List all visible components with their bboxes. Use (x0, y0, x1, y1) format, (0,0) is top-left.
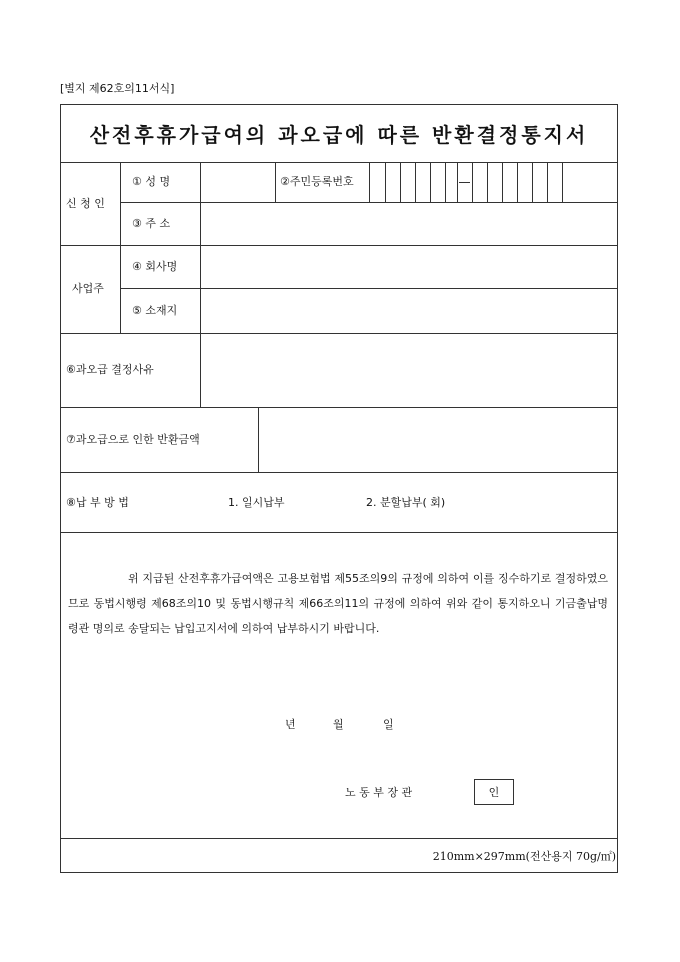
rrn-digit-box[interactable] (502, 162, 503, 202)
employer-group-label: 사업주 (72, 282, 104, 295)
company-label: ④ 회사명 (132, 260, 178, 273)
signer-title: 노 동 부 장 관 (345, 786, 413, 799)
rrn-label: ②주민등록번호 (280, 175, 354, 188)
row-divider (60, 407, 618, 408)
row-divider (120, 288, 618, 289)
rrn-digit-box[interactable] (487, 162, 488, 202)
document-title: 산전후휴가급여의 과오급에 따른 반환결정통지서 (89, 122, 589, 147)
row-divider (60, 838, 618, 839)
name-label: ① 성 명 (132, 175, 171, 188)
payment-option-installment[interactable]: 2. 분할납부( 회) (366, 496, 446, 509)
rrn-dash (459, 182, 470, 183)
payment-option-lump-sum[interactable]: 1. 일시납부 (228, 496, 285, 509)
rrn-digit-box[interactable] (445, 162, 446, 202)
column-divider (369, 162, 370, 202)
row-divider (60, 162, 618, 163)
row-divider (60, 532, 618, 533)
form-number-label: [별지 제62호의11서식] (60, 82, 175, 95)
rrn-digit-box[interactable] (430, 162, 431, 202)
column-divider (120, 162, 121, 333)
frame-right (617, 104, 618, 873)
row-divider (120, 202, 618, 203)
column-divider (258, 407, 259, 472)
row-divider (60, 333, 618, 334)
applicant-group-label: 신 청 인 (66, 197, 105, 210)
row-divider (60, 245, 618, 246)
rrn-digit-box[interactable] (517, 162, 518, 202)
frame-bottom (60, 872, 618, 873)
column-divider (200, 162, 201, 407)
row-divider (60, 472, 618, 473)
date-day-label: 일 (383, 718, 394, 731)
paper-size-note: 210mm×297mm(전산용지 70g/㎡) (432, 850, 616, 863)
rrn-digit-box[interactable] (532, 162, 533, 202)
rrn-digit-box[interactable] (385, 162, 386, 202)
location-label: ⑤ 소재지 (132, 304, 178, 317)
payment-method-label: ⑧납 부 방 법 (66, 496, 129, 509)
rrn-digit-box[interactable] (472, 162, 473, 202)
notice-body-text: 위 지급된 산전후휴가급여액은 고용보험법 제55조의9의 규정에 의하여 이를 징수하기로 결정하였으므로 동법시행령 제68조의10 및 동법시행규칙 제66조의11의 규정에 의하여 위와 같이 통지하오니 기금출납명령관 명의로 송달되는 납입고지서에 의하여 납부하시기 바랍니다. (68, 572, 608, 635)
column-divider (275, 162, 276, 202)
rrn-digit-box[interactable] (547, 162, 548, 202)
date-year-label: 년 (285, 718, 296, 731)
address-label: ③ 주 소 (132, 217, 171, 230)
rrn-digit-box[interactable] (400, 162, 401, 202)
seal-box: 인 (474, 779, 514, 805)
rrn-digit-box[interactable] (562, 162, 563, 202)
date-month-label: 월 (333, 718, 344, 731)
reason-label: ⑥과오급 결정사유 (66, 363, 154, 376)
rrn-digit-box[interactable] (415, 162, 416, 202)
rrn-digit-box[interactable] (457, 162, 458, 202)
frame-left (60, 104, 61, 873)
refund-amount-label: ⑦과오급으로 인한 반환금액 (66, 433, 200, 446)
